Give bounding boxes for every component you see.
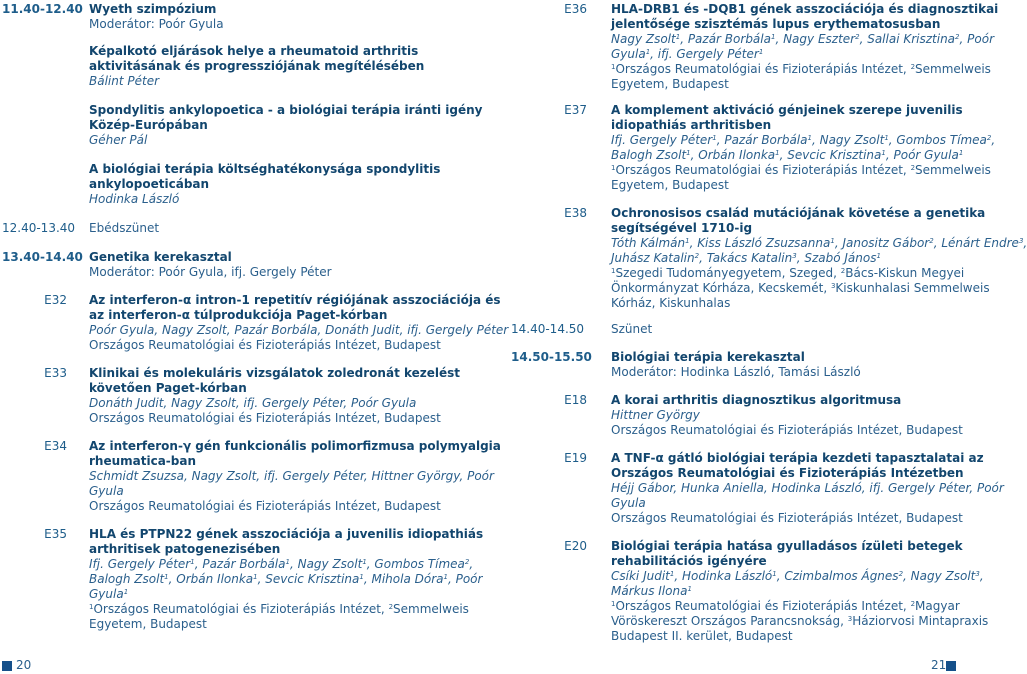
session-time: 11.40-12.40: [2, 2, 83, 16]
abstract-title-line: Biológiai terápia hatása gyulladásos ízületi betegek: [611, 539, 963, 553]
page-marker-square: [946, 661, 956, 671]
abstract-authors: Balogh Zsolt$^1$, Orbán Ilonka$^1$, Sevcic Krisztina$^1$, Poór Gyula$^1$: [611, 148, 964, 162]
abstract-authors: Gyula$^1$: [89, 587, 129, 601]
abstract-title-line: arthritisek patogenezisében: [89, 542, 281, 556]
abstract-affiliation: $^1$Országos Reumatológiai és Fizioterápiás Intézet, $^2$Magyar: [611, 599, 960, 613]
abstract-affiliation: $^1$Országos Reumatológiai és Fizioterápiás Intézet, $^2$Semmelweis: [611, 62, 991, 76]
abstract-title-line: HLA-DRB1 és -DQB1 gének asszociációja és diagnosztikai: [611, 2, 999, 16]
abstract-affiliation: Vöröskereszt Országos Parancsnokság, $^3$Háziorvosi Mintapraxis: [611, 614, 989, 628]
abstract-authors: Tóth Kálmán$^1$, Kiss László Zsuzsanna$^1$, Janositz Gábor$^2$, Lénárt Endre$^3$,: [611, 236, 1027, 250]
abstract-authors: Héjj Gábor, Hunka Aniella, Hodinka László, ifj. Gergely Péter, Poór: [611, 481, 1004, 495]
abstract-title-line: rehabilitációs igényére: [611, 554, 767, 568]
abstract-title-line: Az interferon-γ gén funkcionális polimorfizmusa polymyalgia: [89, 439, 501, 453]
abstract-title-line: Klinikai és molekuláris vizsgálatok zoledronát kezelést: [89, 366, 461, 380]
abstract-authors: Balogh Zsolt$^1$, Orbán Ilonka$^1$, Sevcic Krisztina$^1$, Mihola Dóra$^1$, Poór: [89, 572, 483, 586]
talk-title-line: A biológiai terápia költséghatékonysága spondylitis: [89, 162, 441, 176]
abstract-title-line: Országos Reumatológiai és Fizioterápiás Intézetben: [611, 466, 964, 480]
session-time: 14.50-15.50: [511, 350, 592, 364]
abstract-affiliation: Országos Reumatológiai és Fizioterápiás Intézet, Budapest: [611, 511, 963, 525]
talk-author: Bálint Péter: [89, 74, 160, 88]
abstract-affiliation: Kórház, Kiskunhalas: [611, 296, 731, 310]
abstract-title-line: A korai arthritis diagnosztikus algoritmusa: [611, 393, 902, 407]
abstract-code: E18: [564, 393, 587, 407]
talk-title-line: Spondylitis ankylopoetica - a biológiai terápia iránti igény: [89, 103, 483, 117]
abstract-affiliation: Önkormányzat Kórháza, Kecskemét, $^3$Kiskunhalasi Semmelweis: [611, 281, 990, 295]
session-moderator: Moderátor: Poór Gyula: [89, 17, 224, 31]
abstract-affiliation: $^1$Országos Reumatológiai és Fizioterápiás Intézet, $^2$Semmelweis: [89, 602, 469, 616]
abstract-affiliation: Országos Reumatológiai és Fizioterápiás Intézet, Budapest: [89, 338, 441, 352]
abstract-title-line: idiopathiás arthritisben: [611, 118, 772, 132]
session-title: Wyeth szimpózium: [89, 2, 217, 16]
abstract-code: E37: [564, 103, 587, 117]
abstract-affiliation: Budapest II. kerület, Budapest: [611, 629, 793, 643]
abstract-authors: Márkus Ilona$^1$: [611, 584, 692, 598]
abstract-code: E20: [564, 539, 587, 553]
abstract-code: E38: [564, 206, 587, 220]
abstract-affiliation: Országos Reumatológiai és Fizioterápiás Intézet, Budapest: [89, 411, 441, 425]
abstract-title-line: A komplement aktiváció génjeinek szerepe juvenilis: [611, 103, 963, 117]
abstract-authors: Donáth Judit, Nagy Zsolt, ifj. Gergely Péter, Poór Gyula: [89, 396, 417, 410]
abstract-authors: Schmidt Zsuzsa, Nagy Zsolt, ifj. Gergely Péter, Hittner György, Poór: [89, 469, 494, 483]
abstract-authors: Ifj. Gergely Péter$^1$, Pazár Borbála$^1$, Nagy Zsolt$^1$, Gombos Tímea$^2$,: [611, 133, 996, 147]
talk-author: Hodinka László: [89, 192, 180, 206]
abstract-code: E34: [44, 439, 67, 453]
abstract-code: E32: [44, 293, 67, 307]
abstract-authors: Gyula: [611, 496, 646, 510]
abstract-title-line: az interferon-α túlprodukciója Paget-kórban: [89, 308, 388, 322]
abstract-authors: Ifj. Gergely Péter$^1$, Pazár Borbála$^1$, Nagy Zsolt$^1$, Gombos Tímea$^2$,: [89, 557, 474, 571]
abstract-authors: Gyula: [89, 484, 124, 498]
session-moderator: Moderátor: Hodinka László, Tamási László: [611, 365, 861, 379]
abstract-title-line: követően Paget-kórban: [89, 381, 247, 395]
page-number: 20: [16, 658, 32, 672]
talk-title-line: Képalkotó eljárások helye a rheumatoid arthritis: [89, 44, 419, 58]
abstract-title-line: rheumatica-ban: [89, 454, 197, 468]
abstract-authors: Juhász Katalin$^2$, Takács Katalin$^3$, Szabó János$^1$: [611, 251, 881, 265]
abstract-title-line: Ochronosisos család mutációjának követése a genetika: [611, 206, 986, 220]
talk-title-line: ankylopoeticában: [89, 177, 210, 191]
abstract-title-line: jelentősége szisztémás lupus erythematosusban: [611, 17, 941, 31]
abstract-authors: Nagy Zsolt$^1$, Pazár Borbála$^1$, Nagy Eszter$^2$, Sallai Krisztina$^2$, Poór: [611, 32, 994, 46]
lunch-time: 12.40-13.40: [2, 221, 76, 235]
abstract-title-line: segítségével 1710-ig: [611, 221, 753, 235]
session-title: Biológiai terápia kerekasztal: [611, 350, 805, 364]
page-number: 21: [931, 658, 947, 672]
abstract-code: E36: [564, 2, 587, 16]
abstract-title-line: A TNF-α gátló biológiai terápia kezdeti tapasztalatai az: [611, 451, 984, 465]
abstract-affiliation: Egyetem, Budapest: [611, 77, 729, 91]
abstract-authors: Poór Gyula, Nagy Zsolt, Pazár Borbála, Donáth Judit, ifj. Gergely Péter: [89, 323, 509, 337]
talk-title-line: aktivitásának és progressziójának megítélésében: [89, 59, 425, 73]
session-moderator: Moderátor: Poór Gyula, ifj. Gergely Péter: [89, 265, 332, 279]
abstract-code: E33: [44, 366, 67, 380]
abstract-title-line: Az interferon-α intron-1 repetitív régiójának asszociációja és: [89, 293, 501, 307]
abstract-affiliation: Országos Reumatológiai és Fizioterápiás Intézet, Budapest: [611, 423, 963, 437]
abstract-code: E19: [564, 451, 587, 465]
break-time: 14.40-14.50: [511, 322, 585, 336]
break-label: Szünet: [611, 322, 653, 336]
abstract-authors: Gyula$^1$, ifj. Gergely Péter$^1$: [611, 47, 764, 61]
abstract-affiliation: Egyetem, Budapest: [89, 617, 207, 631]
abstract-title-line: HLA és PTPN22 gének asszociációja a juvenilis idiopathiás: [89, 527, 484, 541]
abstract-affiliation: $^1$Szegedi Tudományegyetem, Szeged, $^2$Bács-Kiskun Megyei: [611, 266, 965, 280]
talk-author: Géher Pál: [89, 133, 148, 147]
abstract-affiliation: Országos Reumatológiai és Fizioterápiás Intézet, Budapest: [89, 499, 441, 513]
lunch-label: Ebédszünet: [89, 221, 160, 235]
abstract-code: E35: [44, 527, 67, 541]
page-marker-square: [2, 661, 12, 671]
abstract-affiliation: Egyetem, Budapest: [611, 178, 729, 192]
abstract-authors: Hittner György: [611, 408, 700, 422]
abstract-authors: Csíki Judit$^1$, Hodinka László$^1$, Czimbalmos Ágnes$^2$, Nagy Zsolt$^3$,: [611, 569, 984, 583]
abstract-affiliation: $^1$Országos Reumatológiai és Fizioterápiás Intézet, $^2$Semmelweis: [611, 163, 991, 177]
talk-title-line: Közép-Európában: [89, 118, 208, 132]
session-time: 13.40-14.40: [2, 250, 83, 264]
session-title: Genetika kerekasztal: [89, 250, 232, 264]
